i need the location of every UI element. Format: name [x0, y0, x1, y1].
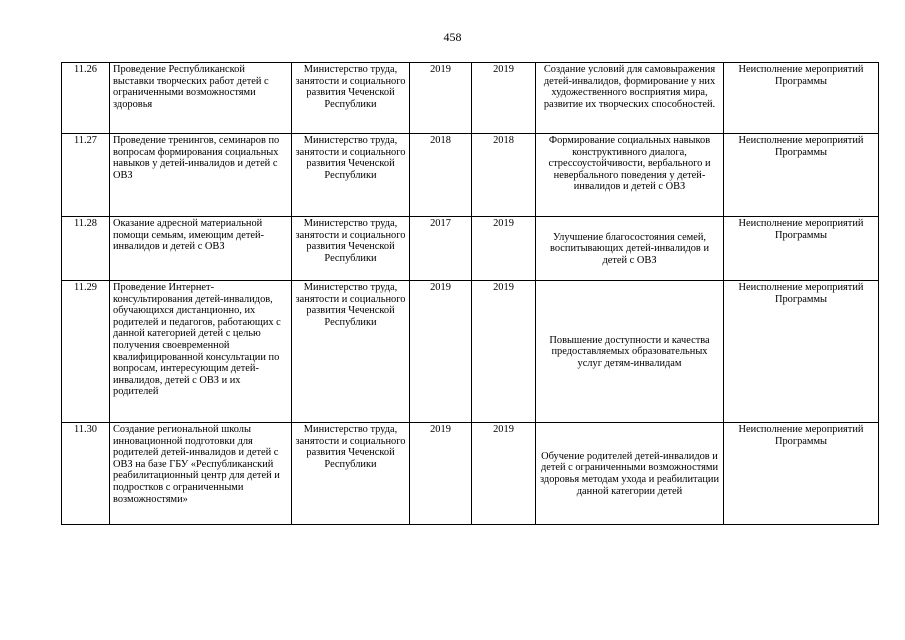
row-number: 11.29 [62, 281, 110, 423]
start-year: 2018 [410, 134, 472, 217]
table-row [62, 63, 879, 134]
executor: Министерство труда, занятости и социального развития Чеченской Республики [292, 63, 410, 134]
executor: Министерство труда, занятости и социального развития Чеченской Республики [292, 423, 410, 525]
expected-result: Обучение родителей детей-инвалидов и детей с ограниченными возможностями здоровья методам ухода и реабилитации данной категории детей [536, 423, 724, 525]
start-year: 2017 [410, 217, 472, 281]
expected-result: Формирование социальных навыков конструктивного диалога, стрессоустойчивости, вербального и невербального поведения у детей-инвалидов и детей с ОВЗ [536, 134, 724, 217]
executor: Министерство труда, занятости и социального развития Чеченской Республики [292, 134, 410, 217]
page-number: 458 [443, 30, 462, 44]
risk: Неисполнение мероприятий Программы [724, 63, 879, 134]
row-number: 11.30 [62, 423, 110, 525]
end-year: 2019 [472, 281, 536, 423]
end-year: 2018 [472, 134, 536, 217]
expected-result: Создание условий для самовыражения детей-инвалидов, формирование у них художественного восприятия мира, развитие их творческих способностей. [536, 63, 724, 134]
measure-name: Проведение Интернет-консультирования детей-инвалидов, обучающихся дистанционно, их родителей и педагогов, работающих с данной категорией детей с целью получения своевременной квалифицированной консультации по вопросам, интересующим детей-инвалидов, детей с ОВЗ и их родителей [110, 281, 292, 423]
table-row [62, 134, 879, 217]
measure-name: Проведение Республиканской выставки творческих работ детей с ограниченными возможностями здоровья [110, 63, 292, 134]
measure-name: Проведение тренингов, семинаров по вопросам формирования социальных навыков у детей-инвалидов и детей с ОВЗ [110, 134, 292, 217]
risk: Неисполнение мероприятий Программы [724, 134, 879, 217]
risk: Неисполнение мероприятий Программы [724, 423, 879, 525]
expected-result: Повышение доступности и качества предоставляемых образовательных услуг детям-инвалидам [536, 281, 724, 423]
row-number: 11.27 [62, 134, 110, 217]
risk: Неисполнение мероприятий Программы [724, 281, 879, 423]
end-year: 2019 [472, 217, 536, 281]
measure-name: Оказание адресной материальной помощи семьям, имеющим детей-инвалидов и детей с ОВЗ [110, 217, 292, 281]
table-row [62, 423, 879, 525]
end-year: 2019 [472, 423, 536, 525]
executor: Министерство труда, занятости и социального развития Чеченской Республики [292, 217, 410, 281]
program-measures-table [61, 62, 879, 525]
row-number: 11.28 [62, 217, 110, 281]
start-year: 2019 [410, 281, 472, 423]
risk: Неисполнение мероприятий Программы [724, 217, 879, 281]
end-year: 2019 [472, 63, 536, 134]
table-row [62, 217, 879, 281]
start-year: 2019 [410, 63, 472, 134]
start-year: 2019 [410, 423, 472, 525]
row-number: 11.26 [62, 63, 110, 134]
executor: Министерство труда, занятости и социального развития Чеченской Республики [292, 281, 410, 423]
expected-result: Улучшение благосостояния семей, воспитывающих детей-инвалидов и детей с ОВЗ [536, 217, 724, 281]
table-row [62, 281, 879, 423]
measure-name: Создание региональной школы инновационной подготовки для родителей детей-инвалидов и детей с ОВЗ на базе ГБУ «Республиканский реабилитационный центр для детей и подростков с ограниченными возможностями» [110, 423, 292, 525]
